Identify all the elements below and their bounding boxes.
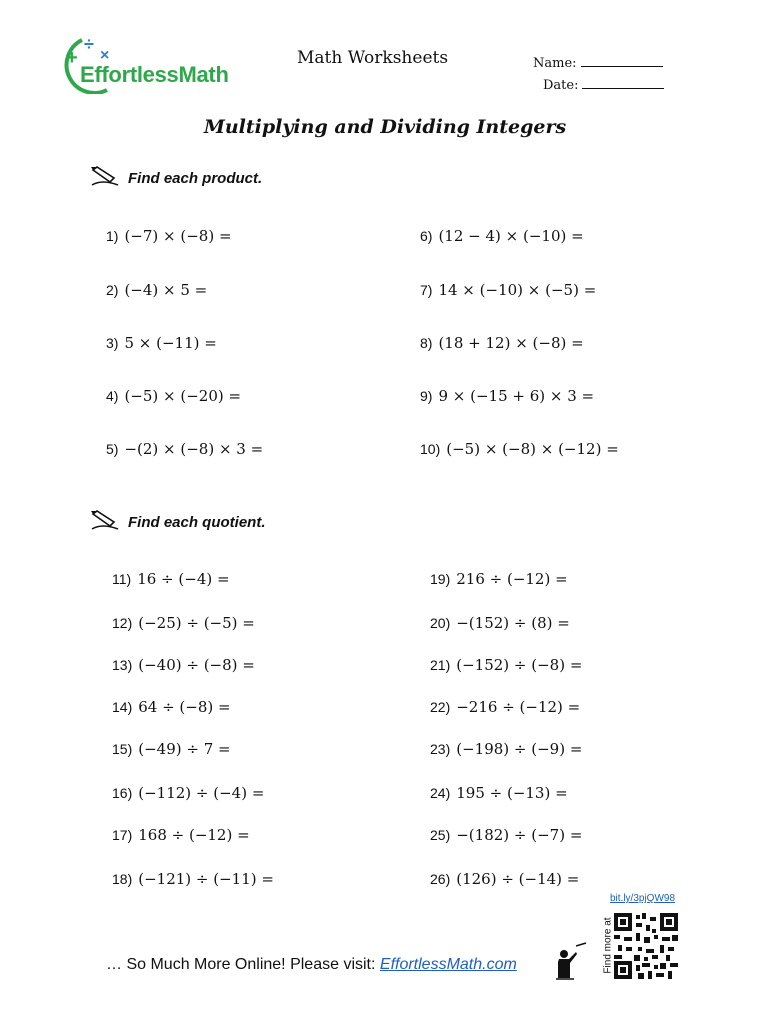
problem-number: 23) bbox=[430, 741, 451, 757]
problem-number: 3) bbox=[106, 335, 119, 351]
problem-item bbox=[420, 440, 619, 458]
problem-number: 10) bbox=[420, 441, 441, 457]
problem-item bbox=[112, 570, 230, 588]
problem-number: 7) bbox=[420, 282, 433, 298]
problem-item bbox=[112, 614, 255, 632]
section-heading-products: Find each product. bbox=[128, 170, 263, 187]
problem-item bbox=[112, 698, 231, 716]
problem-item bbox=[112, 870, 274, 888]
problem-expression: (−112) ÷ (−4) = bbox=[138, 784, 265, 802]
problem-expression: (18 + 12) × (−8) = bbox=[438, 334, 584, 352]
problem-number: 17) bbox=[112, 827, 133, 843]
problem-number: 16) bbox=[112, 785, 133, 801]
problem-item bbox=[430, 614, 570, 632]
problem-expression: 16 ÷ (−4) = bbox=[137, 570, 230, 588]
problem-number: 8) bbox=[420, 335, 433, 351]
problem-number: 2) bbox=[106, 282, 119, 298]
problem-number: 12) bbox=[112, 615, 133, 631]
problem-item bbox=[112, 784, 264, 802]
problem-expression: (−5) × (−8) × (−12) = bbox=[446, 440, 619, 458]
problem-item bbox=[430, 570, 568, 588]
problem-item bbox=[112, 656, 255, 674]
problem-expression: 5 × (−11) = bbox=[124, 334, 217, 352]
teacher-icon bbox=[554, 942, 588, 980]
pencil-icon bbox=[90, 510, 120, 532]
problem-item bbox=[420, 334, 584, 352]
date-field bbox=[543, 76, 664, 93]
problem-expression: 9 × (−15 + 6) × 3 = bbox=[438, 387, 595, 405]
short-link[interactable]: bit.ly/3pjQW98 bbox=[610, 893, 676, 904]
problem-item bbox=[430, 870, 579, 888]
problem-expression: 216 ÷ (−12) = bbox=[456, 570, 568, 588]
problem-expression: (−25) ÷ (−5) = bbox=[138, 614, 255, 632]
problem-number: 1) bbox=[106, 228, 119, 244]
problem-number: 18) bbox=[112, 871, 133, 887]
problem-item bbox=[430, 740, 582, 758]
problem-number: 9) bbox=[420, 388, 433, 404]
problem-expression: −(152) ÷ (8) = bbox=[456, 614, 570, 632]
problem-number: 21) bbox=[430, 657, 451, 673]
problem-number: 13) bbox=[112, 657, 133, 673]
footer-link[interactable]: EffortlessMath.com bbox=[379, 956, 517, 973]
problem-expression: (−152) ÷ (−8) = bbox=[456, 656, 583, 674]
problem-item bbox=[106, 334, 217, 352]
problem-expression: (−121) ÷ (−11) = bbox=[138, 870, 274, 888]
logo-text: EffortlessMath bbox=[80, 62, 229, 87]
page-title: Multiplying and Dividing Integers bbox=[203, 116, 567, 138]
problem-number: 11) bbox=[112, 571, 132, 587]
problem-expression: 195 ÷ (−13) = bbox=[456, 784, 568, 802]
problem-item bbox=[430, 784, 568, 802]
problem-expression: (126) ÷ (−14) = bbox=[456, 870, 580, 888]
problem-number: 4) bbox=[106, 388, 119, 404]
svg-text:÷: ÷ bbox=[84, 34, 94, 54]
problem-number: 14) bbox=[112, 699, 133, 715]
problem-number: 26) bbox=[430, 871, 451, 887]
problem-item bbox=[106, 281, 207, 299]
name-blank bbox=[581, 54, 663, 67]
find-more-text: Find more at bbox=[602, 917, 614, 974]
problem-item bbox=[106, 440, 263, 458]
problem-item bbox=[112, 740, 231, 758]
problem-expression: (−7) × (−8) = bbox=[124, 227, 232, 245]
problem-number: 22) bbox=[430, 699, 451, 715]
problem-number: 25) bbox=[430, 827, 451, 843]
problem-expression: −(2) × (−8) × 3 = bbox=[124, 440, 264, 458]
problem-expression: (−40) ÷ (−8) = bbox=[138, 656, 255, 674]
section-heading-quotients: Find each quotient. bbox=[128, 514, 266, 531]
qr-code-icon[interactable] bbox=[614, 913, 678, 979]
problem-number: 24) bbox=[430, 785, 451, 801]
date-blank bbox=[582, 76, 664, 89]
worksheet-header-title: Math Worksheets bbox=[297, 48, 449, 68]
problem-item bbox=[420, 281, 596, 299]
name-label: Name: bbox=[533, 56, 577, 71]
pencil-icon bbox=[90, 166, 120, 188]
problem-item bbox=[106, 227, 232, 245]
problem-item bbox=[430, 826, 582, 844]
problem-item bbox=[430, 656, 582, 674]
problem-expression: (−4) × 5 = bbox=[124, 281, 208, 299]
problem-expression: 168 ÷ (−12) = bbox=[138, 826, 250, 844]
svg-text:+: + bbox=[66, 47, 78, 69]
problem-expression: (12 − 4) × (−10) = bbox=[438, 227, 584, 245]
problem-expression: (−5) × (−20) = bbox=[124, 387, 242, 405]
footer-text bbox=[106, 956, 517, 974]
problem-item bbox=[430, 698, 580, 716]
footer-message: … So Much More Online! Please visit: bbox=[106, 956, 380, 973]
problem-item bbox=[420, 227, 584, 245]
problem-number: 6) bbox=[420, 228, 433, 244]
problem-number: 19) bbox=[430, 571, 451, 587]
problem-expression: −216 ÷ (−12) = bbox=[456, 698, 581, 716]
problem-expression: −(182) ÷ (−7) = bbox=[456, 826, 583, 844]
problem-number: 20) bbox=[430, 615, 451, 631]
problem-item bbox=[420, 387, 594, 405]
problem-item bbox=[112, 826, 250, 844]
problem-number: 5) bbox=[106, 441, 119, 457]
problem-expression: 14 × (−10) × (−5) = bbox=[438, 281, 597, 299]
problem-expression: (−198) ÷ (−9) = bbox=[456, 740, 583, 758]
date-label: Date: bbox=[543, 78, 579, 93]
problem-expression: 64 ÷ (−8) = bbox=[138, 698, 231, 716]
name-field bbox=[533, 54, 663, 71]
svg-text:×: × bbox=[100, 47, 110, 64]
problem-number: 15) bbox=[112, 741, 133, 757]
problem-item bbox=[106, 387, 241, 405]
problem-expression: (−49) ÷ 7 = bbox=[138, 740, 231, 758]
